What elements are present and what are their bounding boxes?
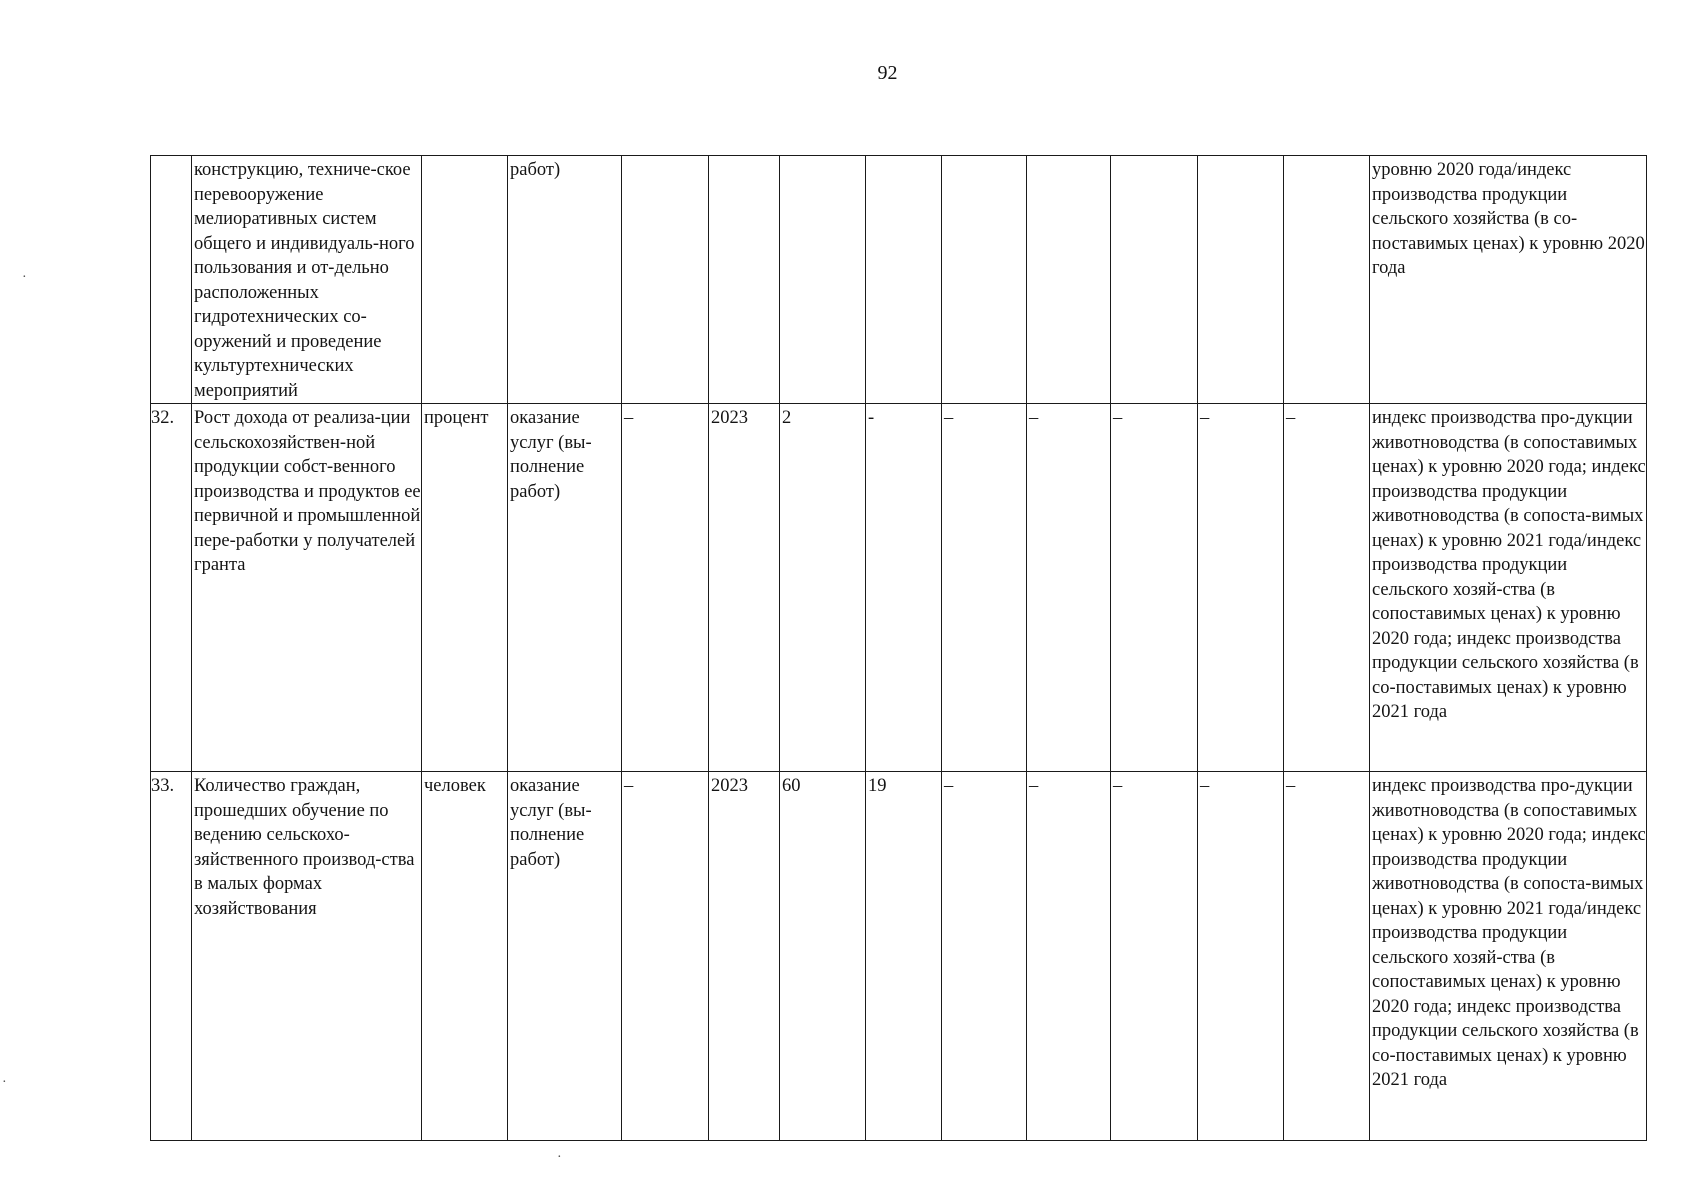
cell-col10: – xyxy=(1027,404,1111,772)
cell-unit: человек xyxy=(422,772,508,1141)
cell-col7: 2 xyxy=(780,404,866,772)
cell-col13: – xyxy=(1284,404,1370,772)
cell-col5 xyxy=(622,156,709,404)
cell-col5: – xyxy=(622,404,709,772)
cell-link: уровню 2020 года/индекс производства продукции сельского хозяйства (в со-поставимых ценах) к уровню 2020 года xyxy=(1370,156,1647,404)
cell-type: оказание услуг (вы-полнение работ) xyxy=(508,772,622,1141)
cell-col13: – xyxy=(1284,772,1370,1141)
table-row-33 xyxy=(151,772,1647,1141)
cell-number xyxy=(151,156,192,404)
cell-col9: – xyxy=(942,772,1027,1141)
cell-col10 xyxy=(1027,156,1111,404)
scan-speck: · xyxy=(22,270,27,285)
cell-col13 xyxy=(1284,156,1370,404)
cell-unit xyxy=(422,156,508,404)
cell-col8: - xyxy=(866,404,942,772)
cell-col11: – xyxy=(1111,772,1198,1141)
cell-col8: 19 xyxy=(866,772,942,1141)
cell-link: индекс производства про-дукции животноводства (в сопоставимых ценах) к уровню 2020 года; индекс производства продукции животноводства (в сопоста-вимых ценах) к уровню 2021 года/индекс производства продукции сельского хозяй-ства (в сопоставимых ценах) к уровню 2020 года; индекс производства продукции сельского хозяйства (в со-поставимых ценах) к уровню 2021 года xyxy=(1370,404,1647,772)
cell-type: работ) xyxy=(508,156,622,404)
scan-speck: · xyxy=(2,1075,7,1090)
cell-col12 xyxy=(1198,156,1284,404)
cell-indicator-name: конструкцию, техниче-ское перевооружение мелиоративных систем общего и индивидуаль-ного пользования и от-дельно расположенных гидротехнических со-оружений и проведение культуртехнических мероприятий xyxy=(192,156,422,404)
cell-col11: – xyxy=(1111,404,1198,772)
cell-col6 xyxy=(709,156,780,404)
cell-col6: 2023 xyxy=(709,404,780,772)
cell-col5: – xyxy=(622,772,709,1141)
indicators-table xyxy=(150,155,1647,1141)
cell-col8 xyxy=(866,156,942,404)
cell-col12: – xyxy=(1198,772,1284,1141)
cell-col9 xyxy=(942,156,1027,404)
cell-number: 32. xyxy=(151,404,192,772)
cell-unit: процент xyxy=(422,404,508,772)
cell-col10: – xyxy=(1027,772,1111,1141)
cell-col11 xyxy=(1111,156,1198,404)
page-number: 92 xyxy=(877,62,898,84)
cell-indicator-name: Количество граждан, прошедших обучение по ведению сельскохо-зяйственного производ-ства в малых формах хозяйствования xyxy=(192,772,422,1141)
cell-col9: – xyxy=(942,404,1027,772)
cell-link: индекс производства про-дукции животноводства (в сопоставимых ценах) к уровню 2020 года; индекс производства продукции животноводства (в сопоста-вимых ценах) к уровню 2021 года/индекс производства продукции сельского хозяй-ства (в сопоставимых ценах) к уровню 2020 года; индекс производства продукции сельского хозяйства (в со-поставимых ценах) к уровню 2021 года xyxy=(1370,772,1647,1141)
cell-type: оказание услуг (вы-полнение работ) xyxy=(508,404,622,772)
cell-col12: – xyxy=(1198,404,1284,772)
cell-col6: 2023 xyxy=(709,772,780,1141)
cell-indicator-name: Рост дохода от реализа-ции сельскохозяйствен-ной продукции собст-венного производства и продуктов ее первичной и промышленной пере-работки у получателей гранта xyxy=(192,404,422,772)
cell-number: 33. xyxy=(151,772,192,1141)
cell-col7: 60 xyxy=(780,772,866,1141)
table-row-continuation xyxy=(151,156,1647,404)
scan-speck: · xyxy=(557,1150,562,1165)
table-row-32 xyxy=(151,404,1647,772)
cell-col7 xyxy=(780,156,866,404)
